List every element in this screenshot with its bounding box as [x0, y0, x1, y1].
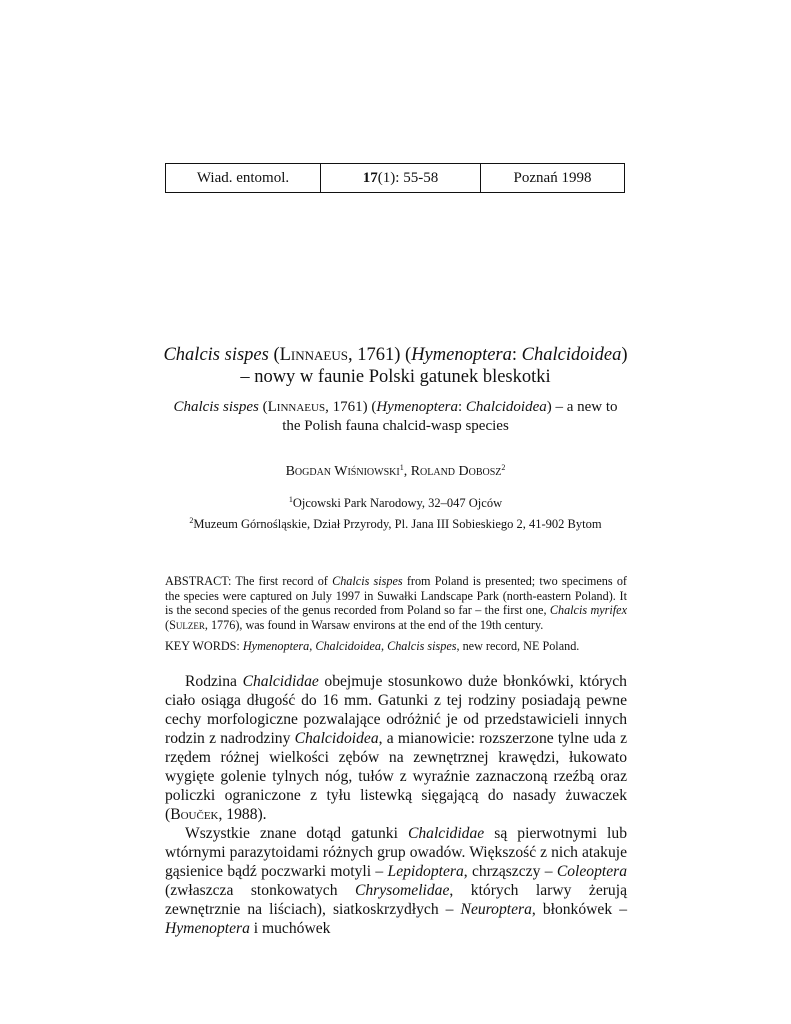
keyword: Hymenoptera — [242, 639, 310, 653]
body-text-run: Rodzina — [185, 673, 243, 690]
body-text-run: Wszystkie znane dotąd gatunki — [185, 825, 408, 842]
place-year-text: Poznań 1998 — [513, 169, 592, 186]
body-paragraph-1 — [165, 672, 627, 824]
abstract-species: Chalcis myrifex — [549, 603, 627, 617]
volume-issue — [321, 164, 481, 192]
body-taxon: Chalcididae — [242, 673, 319, 690]
body-text-run: obejmuje stosunkowo duże błonkówki, których ciało osiąga długość do 16 mm. Gatunki z tej rodziny posiadają pewne cechy morfologiczne pozwalające odróżnić je od przedstawicieli innych rodzin z nadrodziny — [165, 673, 627, 747]
abstract — [165, 574, 627, 632]
body-text — [165, 672, 627, 938]
author-2-affiliation-mark: 2 — [501, 463, 506, 472]
title-line-2: – nowy w faunie Polski gatunek bleskotki — [240, 367, 551, 387]
body-text-run: i muchówek — [249, 920, 331, 937]
subtitle-author: Linnaeus — [267, 399, 326, 415]
title-author: Linnaeus — [279, 345, 348, 365]
body-taxon: Lepidoptera — [387, 863, 464, 880]
abstract-text: ( — [165, 617, 170, 632]
body-text-run: są pierwotnymi lub wtórnymi parazytoidami różnych grup owadów. Większość z nich atakuje gąsienice bądź poczwarki motyli – — [165, 825, 627, 880]
article-title — [120, 344, 671, 388]
author-2: Roland Dobosz — [410, 464, 502, 479]
body-text-run: (zwłaszcza stonkowatych — [165, 882, 355, 899]
author-1: Bogdan Wiśniowski — [285, 464, 400, 479]
body-taxon: Neuroptera — [460, 901, 532, 918]
abstract-species: Chalcis sispes — [332, 574, 403, 588]
title-punct: : — [511, 345, 522, 365]
title-year: , 1761) ( — [347, 345, 412, 365]
affiliation-2-text: Muzeum Górnośląskie, Dział Przyrody, Pl. Jana III Sobieskiego 2, 41-902 Bytom — [193, 517, 602, 531]
body-text-run: , 1988). — [218, 806, 267, 823]
body-taxon: Chrysomelidae — [354, 882, 450, 899]
title-punct: ( — [268, 345, 280, 365]
affiliation-1-text: Ojcowski Park Narodowy, 32–047 Ojców — [292, 496, 503, 510]
keyword-rest: , new record, NE Poland. — [456, 639, 580, 653]
body-text-run: , błonkówek – — [531, 901, 627, 918]
keyword: Chalcidoidea — [315, 639, 381, 653]
body-text-run: , a mianowicie: rozszerzone tylne uda z rzędem różnej wielkości zębów na zewnętrznej krawędzi, łukowato wygięte golenie tylnych nóg, tułów z wyraźnie zaznaczoną rzeźbą oraz policzki ograniczone z tyłu listewką sięgającą do nasady żuwaczek ( — [165, 730, 627, 823]
subtitle-order: Hymenoptera — [376, 399, 458, 415]
abstract-text: from Poland is presented; two specimens of the species were captured on July 1997 in Suwałki Landscape Park (north-eastern Poland). It is the second species of the genus recorded from Poland so far – the first one, — [165, 574, 627, 617]
title-line-1 — [120, 344, 671, 366]
title-species: Chalcis sispes — [163, 345, 269, 365]
subtitle-punct: ( — [258, 399, 268, 415]
title-superfamily: Chalcidoidea — [521, 345, 622, 365]
title-order: Hymenoptera — [411, 345, 512, 365]
place-year — [481, 164, 624, 192]
subtitle-line-2: the Polish fauna chalcid-wasp species — [282, 418, 509, 434]
body-text-run: , chrząszczy – — [463, 863, 557, 880]
title-punct: ) — [621, 345, 628, 365]
keyword-separator: , — [309, 639, 316, 653]
abstract-text: ABSTRACT: The first record of — [165, 574, 333, 588]
keyword: Chalcis sispes — [387, 639, 457, 653]
author-separator: , — [403, 464, 411, 479]
subtitle-line-1 — [120, 398, 671, 417]
subtitle-punct: : — [457, 399, 466, 415]
affiliation-1-mark: 1 — [288, 495, 293, 504]
keywords-label: KEY WORDS: — [165, 639, 243, 653]
subtitle-year: , 1761) ( — [325, 399, 377, 415]
subtitle-species: Chalcis sispes — [173, 399, 259, 415]
abstract-author: Sulzer — [169, 617, 205, 632]
author-list — [120, 464, 671, 480]
body-paragraph-2 — [165, 824, 627, 938]
keyword-separator: , — [380, 639, 388, 653]
affiliation-2 — [120, 517, 671, 532]
affiliation-2-mark: 2 — [189, 516, 194, 525]
english-title — [120, 398, 671, 436]
body-taxon: Coleoptera — [556, 863, 627, 880]
body-citation-author: Bouček — [170, 806, 219, 823]
key-words — [165, 639, 627, 654]
journal-header-box — [165, 163, 625, 193]
volume-number: 17 — [362, 169, 378, 186]
body-taxon: Chalcididae — [407, 825, 485, 842]
journal-name — [166, 164, 321, 192]
abstract-text: , 1776), was found in Warsaw environs at the end of the 19th century. — [204, 617, 544, 632]
issue-pages: (1): 55-58 — [377, 169, 439, 186]
body-taxon: Hymenoptera — [165, 920, 250, 937]
affiliation-1 — [120, 496, 671, 511]
journal-name-text: Wiad. entomol. — [196, 169, 290, 186]
body-text-run: , których larwy żerują zewnętrznie na liściach), siatkoskrzydłych – — [165, 882, 627, 918]
subtitle-punct: ) – a new to — [546, 399, 618, 415]
body-taxon: Chalcidoidea — [294, 730, 379, 747]
author-1-affiliation-mark: 1 — [399, 463, 404, 472]
subtitle-superfamily: Chalcidoidea — [465, 399, 547, 415]
